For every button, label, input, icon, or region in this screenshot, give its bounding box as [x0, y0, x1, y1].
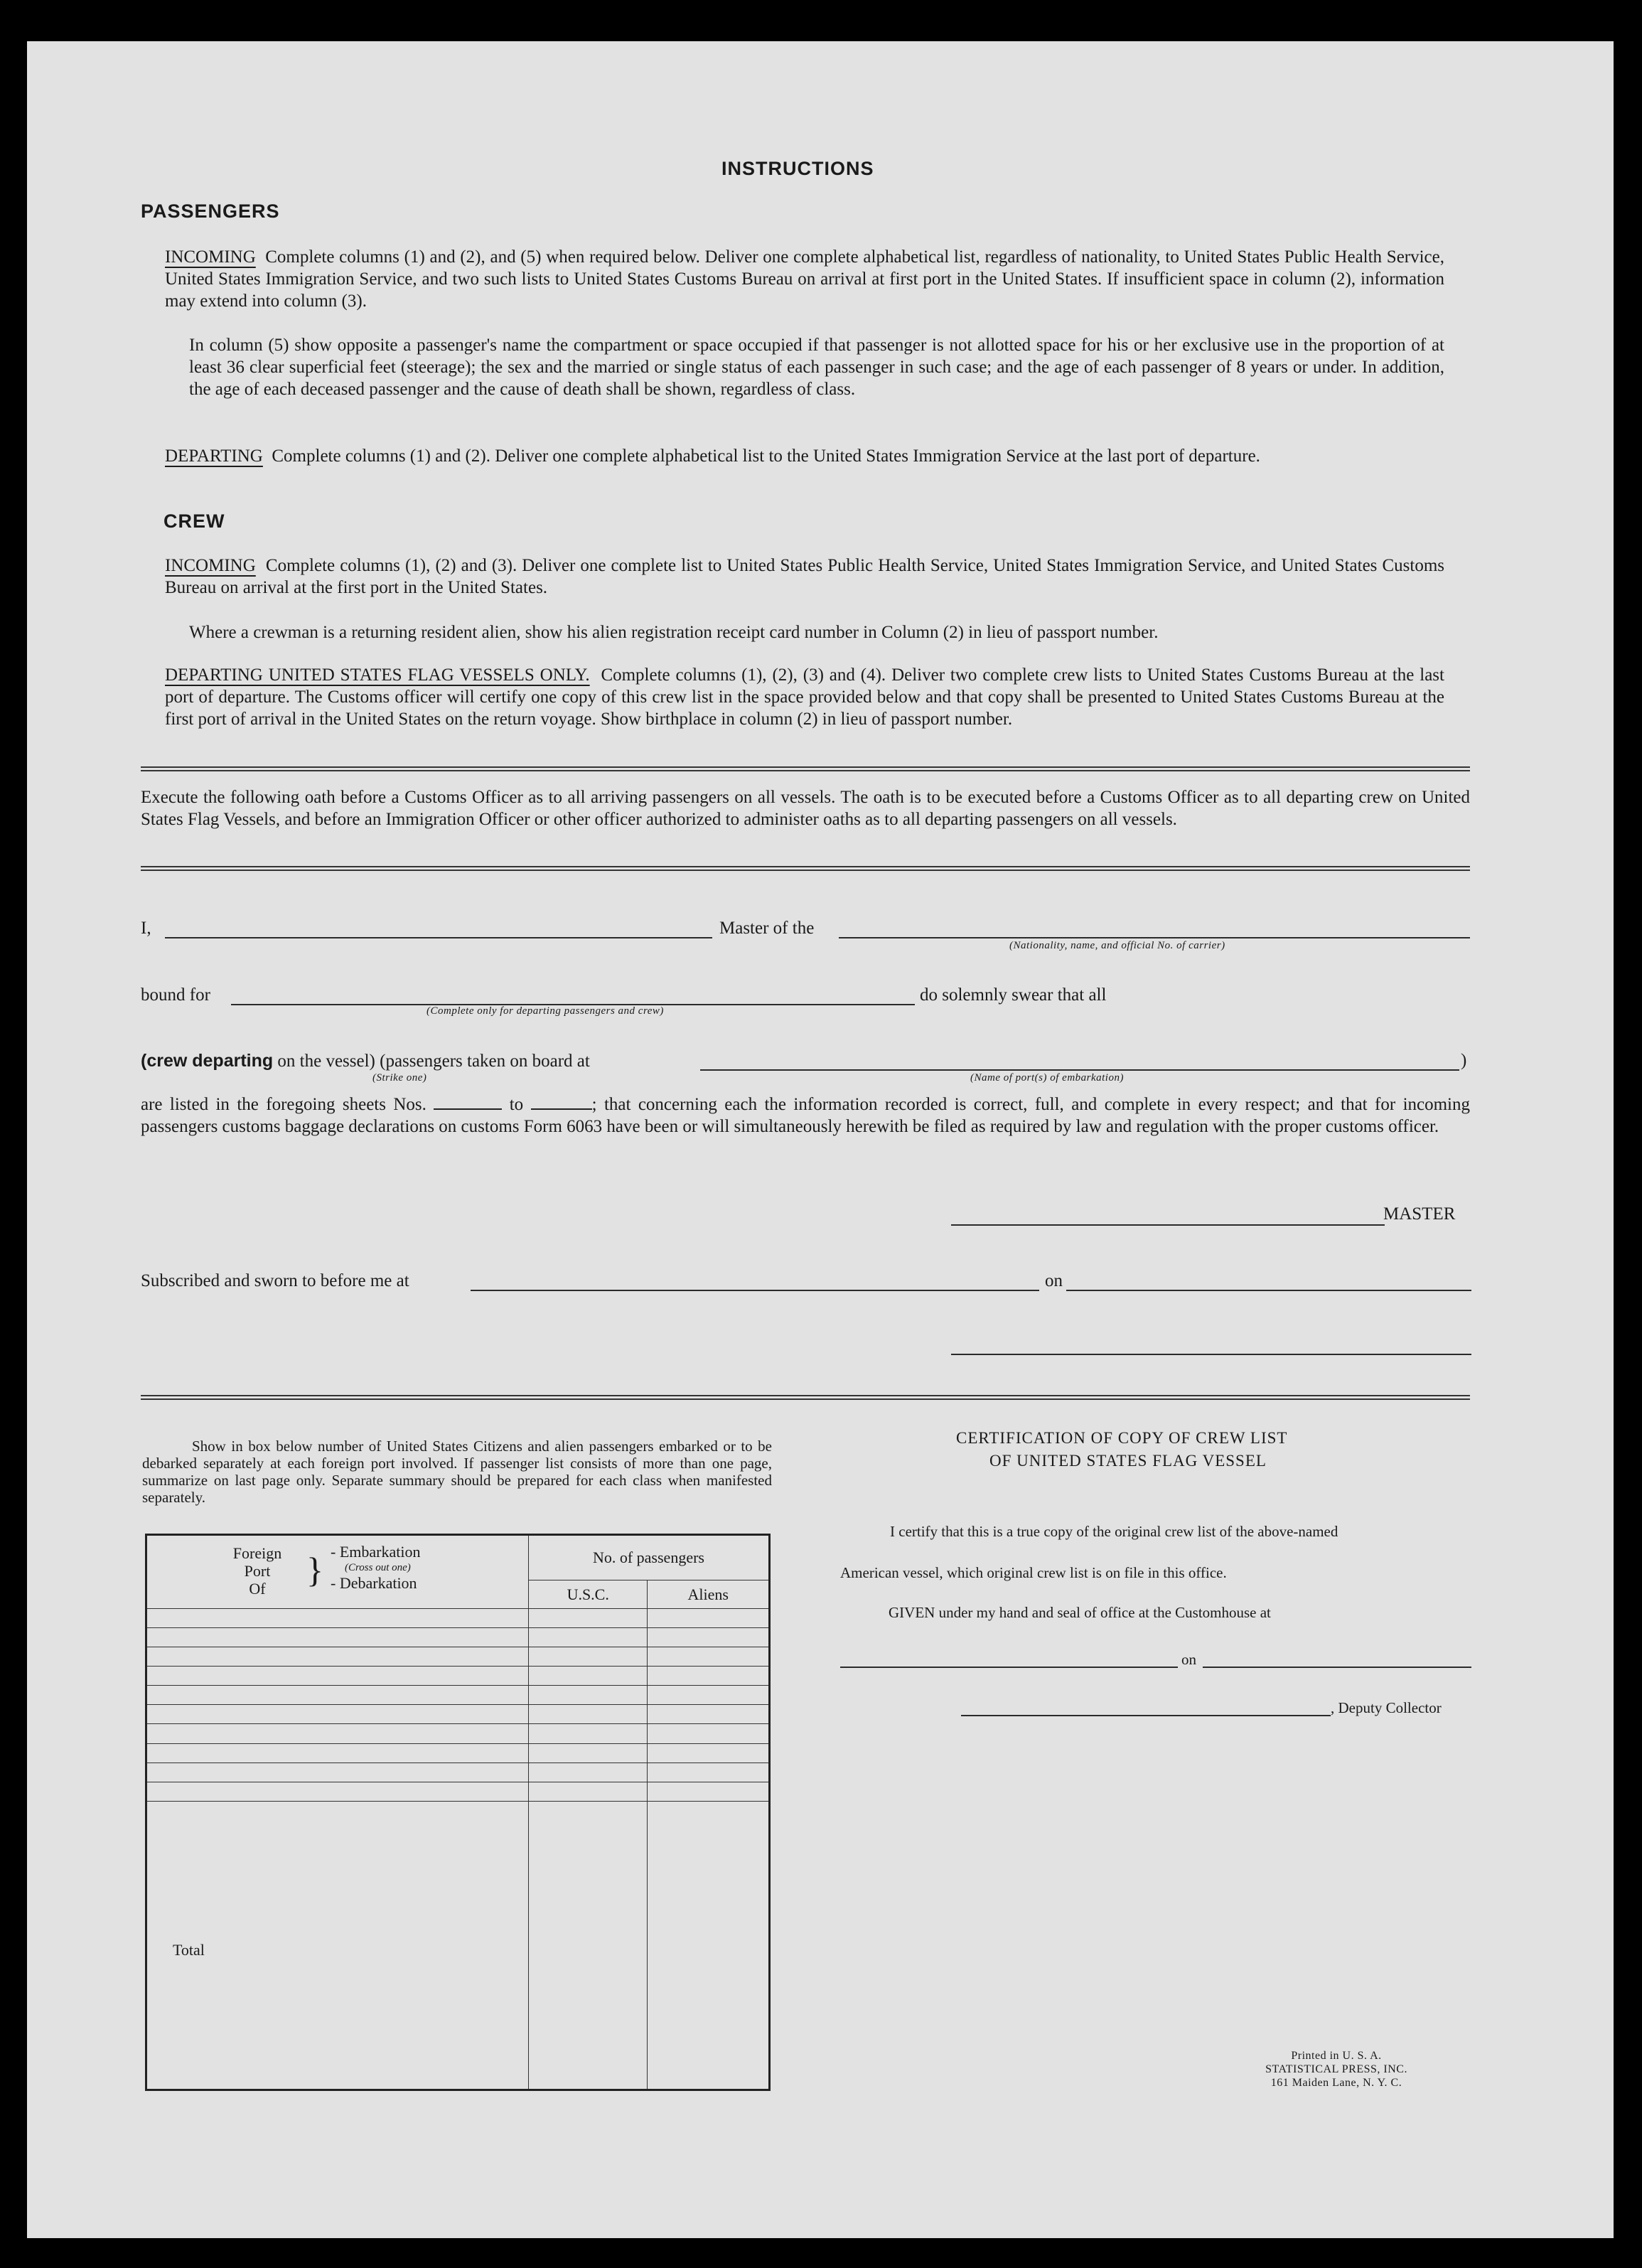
on-the-vessel-text: on the vessel)	[277, 1052, 375, 1071]
certification-on-label: on	[1181, 1651, 1196, 1668]
oath-intro: Execute the following oath before a Customs Officer as to all arriving passengers on all vessels. The oath is to be executed before a Customs Officer as to all departing crew on United States Flag Vessels, and before an Immigration Officer or other officer authorized to administer oaths as to all departing passengers on all vessels.	[141, 788, 1470, 829]
aliens-cell[interactable]	[648, 1724, 770, 1743]
passenger-summary-table	[145, 1534, 771, 2091]
port-caption: (Name of port(s) of embarkation)	[970, 1072, 1124, 1084]
aliens-cell[interactable]	[648, 1647, 770, 1667]
printer-line2: STATISTICAL PRESS, INC.	[1265, 2063, 1407, 2075]
passengers-taken-option[interactable]: (passengers taken on board at	[380, 1052, 590, 1071]
sheet-from-field[interactable]	[434, 1108, 502, 1110]
port-cell[interactable]	[146, 1609, 529, 1628]
sheet-to-field[interactable]	[531, 1108, 592, 1110]
given-text: GIVEN under my hand and seal of office at the Customhouse at	[889, 1604, 1271, 1621]
certification-title-line1: CERTIFICATION OF COPY OF CREW LIST	[956, 1429, 1288, 1447]
aliens-cell[interactable]	[648, 1743, 770, 1762]
table-row	[146, 1609, 770, 1628]
crew-incoming-instruction	[165, 555, 1444, 599]
port-cell[interactable]	[146, 1762, 529, 1782]
printer-line1: Printed in U. S. A.	[1291, 2050, 1382, 2062]
crew-departing-label: DEPARTING UNITED STATES FLAG VESSELS ONLY.	[165, 665, 590, 685]
listed-rest-text: ; that concerning each the information recorded is correct, full, and complete in every respect; and that for incoming passengers customs baggage declarations on customs Form 6063 have been or will simultaneously herewith be filed as required by law and regulation with the proper customs officer.	[141, 1095, 1471, 1136]
port-cell[interactable]	[146, 1667, 529, 1686]
aliens-cell[interactable]	[648, 1705, 770, 1724]
no-passengers-header: No. of passengers	[528, 1535, 769, 1580]
passengers-departing-label: DEPARTING	[165, 446, 263, 466]
embarkation-option[interactable]: - Embarkation	[331, 1543, 421, 1561]
master-signature-field[interactable]	[951, 1224, 1385, 1226]
passengers-departing-text: Complete columns (1) and (2). Deliver one complete alphabetical list to the United States Immigration Service at the last port of departure.	[272, 446, 1260, 466]
instructions-title: INSTRUCTIONS	[721, 158, 874, 179]
sworn-date-field[interactable]	[1066, 1290, 1471, 1291]
usc-cell[interactable]	[528, 1628, 648, 1647]
sworn-place-field[interactable]	[471, 1290, 1039, 1291]
passengers-heading: PASSENGERS	[141, 200, 280, 222]
passengers-incoming-label: INCOMING	[165, 247, 256, 267]
certify-line1: I certify that this is a true copy of the original crew list of the above-named	[890, 1523, 1338, 1540]
crew-heading: CREW	[163, 510, 225, 532]
close-paren: )	[1461, 1051, 1467, 1070]
table-row	[146, 1743, 770, 1762]
table-row	[146, 1647, 770, 1667]
carrier-field[interactable]	[839, 937, 1470, 938]
foreign-label: Foreign	[232, 1544, 282, 1562]
usc-cell[interactable]	[528, 1762, 648, 1782]
cross-out-caption: (Cross out one)	[345, 1562, 411, 1573]
usc-cell[interactable]	[528, 1667, 648, 1686]
table-row	[146, 1628, 770, 1647]
passengers-incoming-text: Complete columns (1) and (2), and (5) when required below. Deliver one complete alphabetical list, regardless of nationality, to United States Public Health Service, United States Immigration Service, and two such lists to United States Customs Bureau on arrival at first port in the United States. If insufficient space in column (2), information may extend into column (3).	[165, 247, 1445, 311]
foreign-port-header	[146, 1535, 529, 1609]
subscribed-label: Subscribed and sworn to before me at	[141, 1271, 409, 1290]
port-cell[interactable]	[146, 1724, 529, 1743]
usc-cell[interactable]	[528, 1743, 648, 1762]
aliens-header: Aliens	[648, 1580, 770, 1609]
master-signature-label: MASTER	[1383, 1204, 1456, 1224]
table-row	[146, 1782, 770, 1801]
crew-incoming-label: INCOMING	[165, 556, 256, 575]
oath-body	[141, 1093, 1470, 1138]
usc-header: U.S.C.	[528, 1580, 648, 1609]
usc-total-cell[interactable]	[528, 1801, 648, 2090]
master-name-field[interactable]	[165, 937, 712, 938]
crew-departing-text: Complete columns (1), (2), (3) and (4). Deliver two complete crew lists to United States Customs Bureau at the last port of departure. The Customs officer will certify one copy of this crew list in the space provided below and that copy shall be presented to United States Customs Bureau at the first port of arrival in the United States on the return voyage. Show birthplace in column (2) in lieu of passport number.	[165, 665, 1444, 729]
certification-title-line2: OF UNITED STATES FLAG VESSEL	[989, 1452, 1267, 1470]
printer-imprint	[1251, 2049, 1422, 2090]
debarkation-option[interactable]: - Debarkation	[331, 1574, 417, 1592]
embarkation-port-field[interactable]	[700, 1069, 1459, 1071]
master-of-the-label: Master of the	[719, 919, 815, 938]
bound-for-label: bound for	[141, 985, 210, 1005]
divider	[141, 1395, 1470, 1400]
divider	[141, 866, 1470, 871]
port-cell[interactable]	[146, 1705, 529, 1724]
nationality-caption: (Nationality, name, and official No. of carrier)	[1009, 940, 1225, 951]
aliens-cell[interactable]	[648, 1686, 770, 1705]
divider	[141, 766, 1470, 771]
crew-resident-instruction: Where a crewman is a returning resident alien, show his alien registration receipt card number in Column (2) in lieu of passport number.	[189, 623, 1159, 642]
printer-line3: 161 Maiden Lane, N. Y. C.	[1270, 2077, 1402, 2089]
port-label: Port	[244, 1562, 271, 1580]
aliens-cell[interactable]	[648, 1667, 770, 1686]
crew-departing-option[interactable]: (crew departing	[141, 1051, 274, 1071]
listed-start-text: are listed in the foregoing sheets Nos.	[141, 1095, 426, 1114]
port-cell[interactable]	[146, 1686, 529, 1705]
officer-signature-field[interactable]	[951, 1354, 1471, 1355]
crew-incoming-text: Complete columns (1), (2) and (3). Deliver one complete list to United States Public Health Service, United States Immigration Service, and United States Customs Bureau on arrival at the first port in the United States.	[165, 556, 1444, 597]
swear-text: do solemnly swear that all	[920, 985, 1107, 1005]
usc-cell[interactable]	[528, 1782, 648, 1801]
table-row	[146, 1705, 770, 1724]
port-cell[interactable]	[146, 1782, 529, 1801]
brace: }	[306, 1550, 323, 1590]
port-cell[interactable]	[146, 1628, 529, 1647]
table-row	[146, 1762, 770, 1782]
aliens-cell[interactable]	[648, 1782, 770, 1801]
usc-cell[interactable]	[528, 1705, 648, 1724]
deputy-signature-field[interactable]	[961, 1715, 1331, 1716]
oath-i-label: I,	[141, 919, 151, 938]
of-label: Of	[249, 1580, 266, 1598]
usc-cell[interactable]	[528, 1686, 648, 1705]
passengers-incoming-instruction	[165, 246, 1444, 312]
aliens-total-cell[interactable]	[648, 1801, 770, 2090]
summary-note: Show in box below number of United States Citizens and alien passengers embarked or to be debarked separately at each foreign port involved. If passenger list consists of more than one page, summarize on last page only. Separate summary should be prepared for each class when manifested separately.	[142, 1438, 772, 1506]
passengers-departing-instruction	[165, 445, 1444, 467]
complete-only-caption: (Complete only for departing passengers and crew)	[426, 1005, 664, 1017]
strike-one-caption: (Strike one)	[372, 1072, 427, 1084]
crew-passengers-line	[141, 1051, 590, 1071]
usc-cell[interactable]	[528, 1647, 648, 1667]
crew-departing-instruction	[165, 664, 1444, 730]
table-row	[146, 1686, 770, 1705]
total-label: Total	[146, 1801, 529, 2090]
usc-cell[interactable]	[528, 1724, 648, 1743]
aliens-cell[interactable]	[648, 1762, 770, 1782]
aliens-cell[interactable]	[648, 1628, 770, 1647]
certify-line2: American vessel, which original crew list is on file in this office.	[840, 1564, 1227, 1581]
sworn-on-label: on	[1045, 1271, 1063, 1290]
deputy-collector-label: , Deputy Collector	[1331, 1699, 1442, 1716]
column5-instruction: In column (5) show opposite a passenger's name the compartment or space occupied if that passenger is not allotted space for his or her exclusive use in the proportion of at least 36 clear superficial feet (steerage); the sex and the married or single status of each passenger in such case; and the age of each passenger of 8 years or under. In addition, the age of each deceased passenger and the cause of death shall be shown, regardless of class.	[189, 336, 1444, 399]
certification-date-field[interactable]	[1203, 1667, 1471, 1668]
to-text: to	[509, 1095, 524, 1114]
table-row	[146, 1667, 770, 1686]
usc-cell[interactable]	[528, 1609, 648, 1628]
table-row	[146, 1724, 770, 1743]
port-cell[interactable]	[146, 1647, 529, 1667]
customhouse-field[interactable]	[840, 1667, 1178, 1668]
aliens-cell[interactable]	[648, 1609, 770, 1628]
total-row	[146, 1801, 770, 2090]
port-cell[interactable]	[146, 1743, 529, 1762]
